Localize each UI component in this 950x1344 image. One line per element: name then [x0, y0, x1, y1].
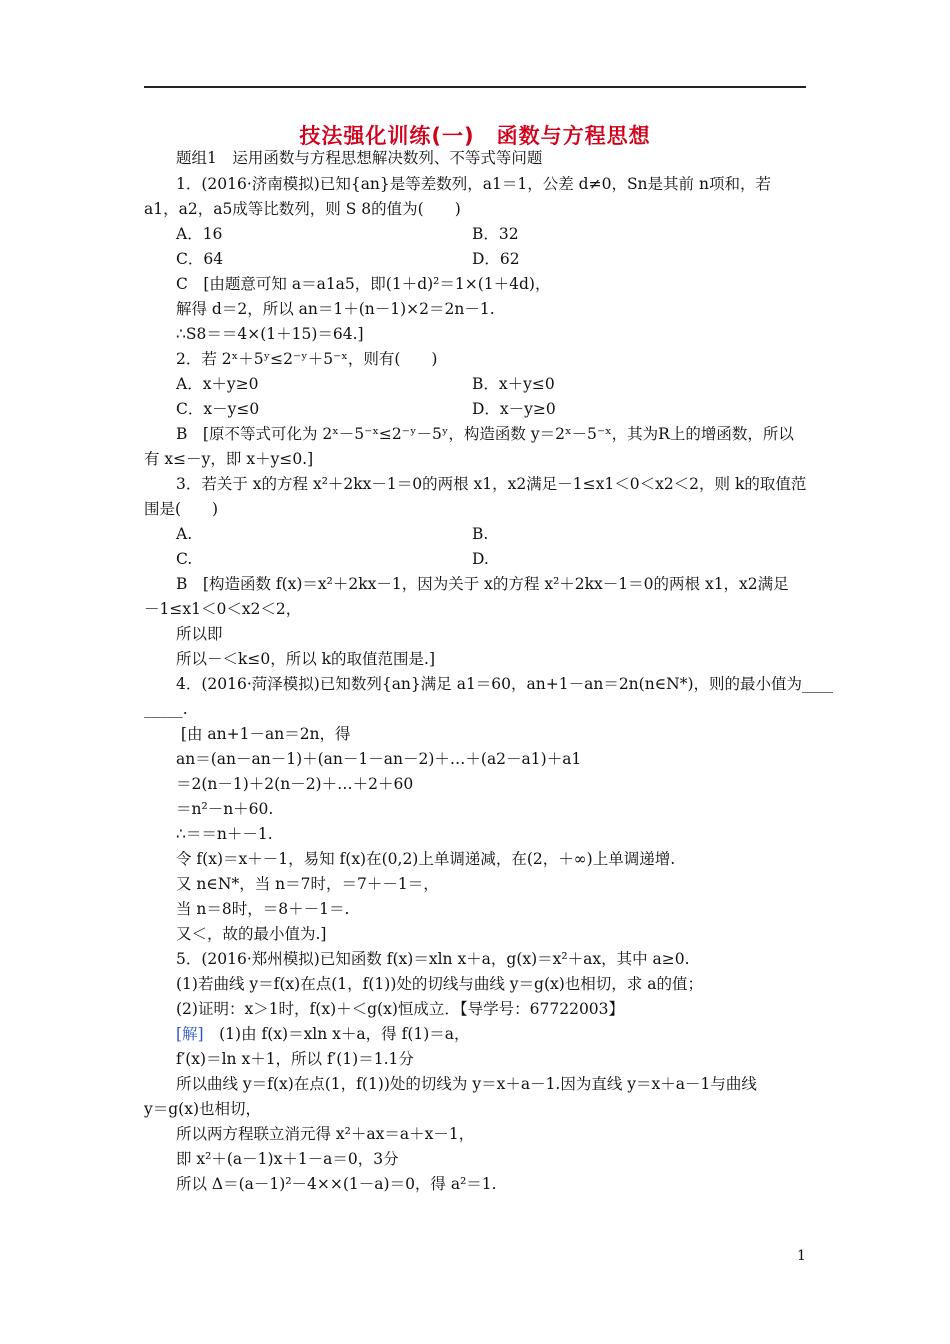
text-line: 所以曲线 y＝f(x)在点(1，f(1))处的切线为 y＝x＋a－1.因为直线 y＝x＋a－1与曲线	[176, 1075, 757, 1093]
text-line: ∴＝＝n＋－1.	[176, 825, 273, 843]
text-line: ∴S8＝＝4×(1＋15)＝64.]	[176, 325, 364, 343]
option-b: B．x＋y≤0	[472, 375, 555, 393]
text-line: ＝n²－n＋60.	[176, 800, 274, 818]
text-line: －1≤x1＜0＜x2＜2，	[144, 600, 302, 618]
option-d: D．x－y≥0	[472, 400, 556, 418]
text-line: (1)由 f(x)＝xln x＋a，得 f(1)＝a，	[203, 1025, 470, 1043]
text-line: 所以 Δ＝(a－1)²－4××(1－a)＝0，得 a²＝1.	[176, 1175, 497, 1193]
text-line: (2)证明：x＞1时，f(x)＋＜g(x)恒成立．【导学号：67722003】	[176, 1000, 625, 1018]
option-a: A.	[176, 525, 193, 543]
text-line: 所以－＜k≤0，所以 k的取值范围是.]	[176, 650, 436, 668]
text-line: ＝2(n－1)＋2(n－2)＋…＋2＋60	[176, 775, 414, 793]
page-title: 技法强化训练(一) 函数与方程思想	[299, 124, 651, 148]
text-line: 2．若 2ˣ＋5ʸ≤2⁻ʸ＋5⁻ˣ，则有( )	[176, 350, 438, 368]
text-line: 所以即	[176, 625, 223, 643]
text-line: _____.	[144, 700, 188, 718]
text-line: 又＜，故的最小值为.]	[176, 925, 327, 943]
option-c: C.	[176, 550, 193, 568]
text-line: (1)若曲线 y＝f(x)在点(1，f(1))处的切线与曲线 y＝g(x)也相切，求 a的值；	[176, 975, 703, 993]
text-line: 又 n∈N*，当 n＝7时，＝7＋－1＝，	[176, 875, 439, 893]
text-line: an＝(an－an－1)＋(an－1－an－2)＋…＋(a2－a1)＋a1	[176, 750, 582, 768]
option-d: D.	[472, 550, 489, 568]
option-b: B．32	[472, 225, 519, 243]
text-line: 5．(2016·郑州模拟)已知函数 f(x)＝xln x＋a，g(x)＝x²＋ax，其中 a≥0.	[176, 950, 690, 968]
text-line: 1．(2016·济南模拟)已知{an}是等差数列，a1＝1，公差 d≠0，Sn是其前 n项和，若	[176, 175, 771, 193]
option-d: D．62	[472, 250, 520, 268]
text-line: a1，a2，a5成等比数列，则 S 8的值为( )	[144, 200, 461, 218]
text-line: [由 an+1－an＝2n，得	[176, 725, 351, 743]
option-c: C．x－y≤0	[176, 400, 260, 418]
text-line: y＝g(x)也相切，	[144, 1100, 262, 1118]
text-line: 解得 d＝2，所以 an＝1＋(n－1)×2＝2n－1.	[176, 300, 495, 318]
text-line: 3．若关于 x的方程 x²＋2kx－1＝0的两根 x1，x2满足－1≤x1＜0＜x2＜2，则 k的取值范	[176, 475, 807, 493]
option-a: A．16	[176, 225, 223, 243]
text-line: 令 f(x)＝x＋－1，易知 f(x)在(0,2)上单调递减，在(2，＋∞)上单调递增.	[176, 850, 676, 868]
option-a: A．x＋y≥0	[176, 375, 259, 393]
option-c: C．64	[176, 250, 224, 268]
text-line: 即 x²＋(a－1)x＋1－a＝0，3分	[176, 1150, 399, 1168]
header-rule	[144, 86, 806, 88]
text-line: 有 x≤－y，即 x＋y≤0.]	[144, 450, 314, 468]
solution-tag: [解]	[176, 1025, 204, 1043]
page-number: 1	[797, 1248, 806, 1264]
text-line: 围是( )	[144, 500, 219, 518]
text-line: B [原不等式可化为 2ˣ－5⁻ˣ≤2⁻ʸ－5ʸ，构造函数 y＝2ˣ－5⁻ˣ，其为R上的增函数，所以	[176, 425, 794, 443]
text-line: B [构造函数 f(x)＝x²＋2kx－1，因为关于 x的方程 x²＋2kx－1＝0的两根 x1，x2满足	[176, 575, 789, 593]
text-line: C [由题意可知 a＝a1a5，即(1＋d)²＝1×(1＋4d)，	[176, 275, 551, 293]
solution-line	[176, 1024, 470, 1044]
text-line: 4．(2016·菏泽模拟)已知数列{an}满足 a1＝60，an+1－an＝2n(n∈N*)，则的最小值为____	[176, 675, 834, 693]
text-line: 所以两方程联立消元得 x²＋ax＝a＋x－1，	[176, 1125, 475, 1143]
option-b: B.	[472, 525, 489, 543]
section-heading: 题组1 运用函数与方程思想解决数列、不等式等问题	[176, 149, 543, 167]
text-line: 当 n＝8时，＝8＋－1＝.	[176, 900, 350, 918]
text-line: f′(x)＝ln x＋1，所以 f′(1)＝1.1分	[176, 1050, 414, 1068]
